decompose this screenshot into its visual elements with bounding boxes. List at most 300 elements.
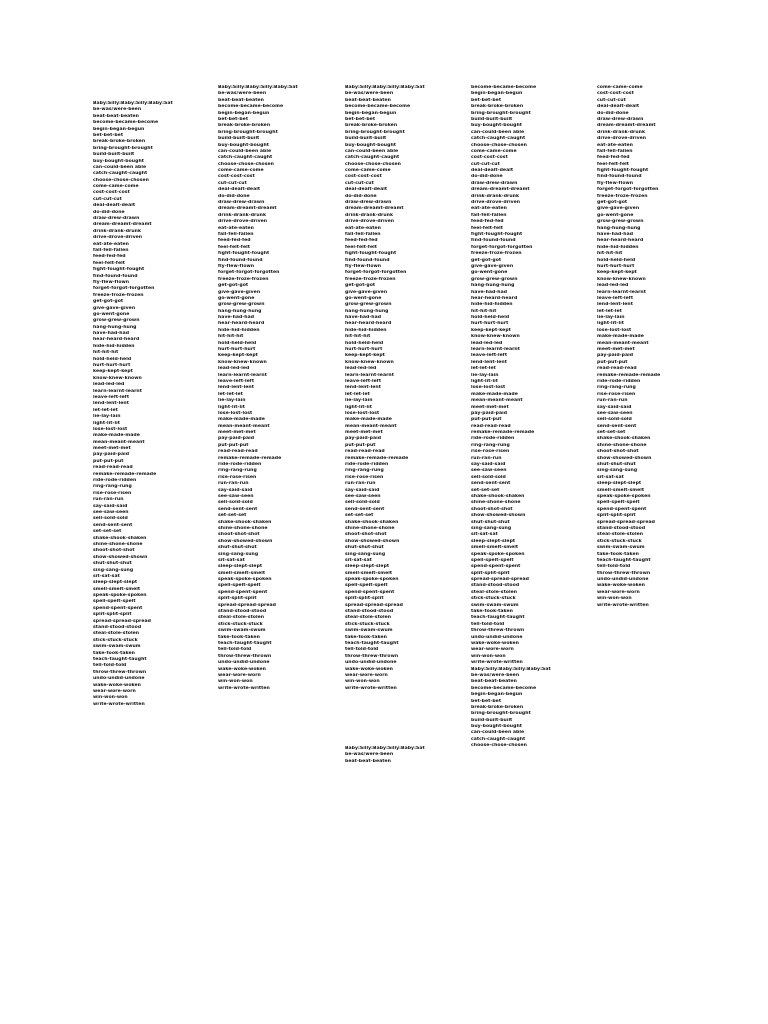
- verb-entry: fall-fell-fallen: [93, 247, 129, 253]
- verb-entry: read-read-read: [471, 423, 511, 429]
- verb-entry: leave-left-left: [93, 394, 130, 400]
- verb-entry: have-had-had: [218, 315, 255, 321]
- verb-entry: learn-learnt-learnt: [597, 289, 646, 295]
- verb-entry: forget-forgot-forgotten: [345, 270, 407, 276]
- verb-entry: remake-remade-remade: [93, 471, 157, 477]
- verb-entry: throw-threw-thrown: [471, 628, 525, 634]
- verb-entry: eat-ate-eaten: [471, 206, 507, 212]
- verb-entry: smell-smelt-smelt: [218, 570, 266, 576]
- verb-entry: shoot-shot-shot: [471, 506, 513, 512]
- verb-entry: wake-woke-woken: [93, 682, 141, 688]
- verb-entry: make-made-made: [93, 433, 140, 439]
- verb-entry: set-set-set: [93, 529, 122, 535]
- verb-entry: become-became-become: [93, 120, 159, 126]
- verb-entry: draw-drew-drawn: [471, 180, 518, 186]
- verb-entry: show-showed-shown: [345, 538, 400, 544]
- verb-entry: sing-sang-sung: [218, 551, 259, 557]
- verb-entry: draw-drew-drawn: [597, 116, 644, 122]
- verb-entry: ring-rang-rung: [218, 468, 257, 474]
- verb-entry: split-split-split: [93, 612, 132, 618]
- verb-entry: eat-ate-eaten: [345, 225, 381, 231]
- verb-entry: dream-dreamt-dreamt: [345, 206, 404, 212]
- verb-entry: give-gave-given: [93, 305, 136, 311]
- verb-entry: fall-fell-fallen: [597, 148, 633, 154]
- verb-entry: Baby:Silly:Baby:Silly:Baby:Sat: [93, 101, 173, 106]
- verb-entry: go-went-gone: [597, 212, 634, 218]
- verb-entry: rise-rose-risen: [471, 449, 510, 455]
- verb-entry: shut-shut-shut: [93, 561, 132, 567]
- verb-entry: rise-rose-risen: [345, 474, 384, 480]
- verb-entry: feed-fed-fed: [218, 238, 251, 244]
- verb-entry: meet-met-met: [471, 404, 509, 410]
- verb-entry: lose-lost-lost: [471, 385, 506, 391]
- verb-entry: dream-dreamt-dreamt: [93, 222, 152, 228]
- verb-entry: take-took-taken: [597, 551, 639, 557]
- verb-entry: remake-remade-remade: [471, 430, 535, 436]
- verb-entry: know-knew-known: [471, 334, 520, 340]
- verb-entry: split-split-split: [218, 596, 257, 602]
- verb-column-3: [345, 85, 425, 692]
- verb-entry: lie-lay-lain: [597, 315, 625, 321]
- verb-entry: grow-grew-grown: [93, 318, 140, 324]
- verb-entry: show-showed-shown: [218, 538, 273, 544]
- verb-entry: drink-drank-drunk: [345, 212, 394, 218]
- verb-entry: let-let-let: [93, 407, 118, 413]
- verb-entry: steal-stole-stolen: [93, 631, 140, 637]
- verb-entry: shine-shone-shone: [345, 525, 395, 531]
- verb-entry: bring-brought-brought: [471, 711, 531, 717]
- verb-entry: get-got-got: [93, 299, 124, 305]
- verb-entry: get-got-got: [345, 283, 376, 289]
- verb-entry: bring-brought-brought: [218, 129, 278, 135]
- verb-entry: steal-stole-stolen: [471, 589, 518, 595]
- verb-entry: go-went-gone: [218, 295, 255, 301]
- verb-entry: ring-rang-rung: [597, 385, 636, 391]
- verb-entry: break-broke-broken: [218, 123, 271, 129]
- verb-entry: win-won-won: [597, 596, 632, 602]
- verb-entry: teach-taught-taught: [345, 640, 399, 646]
- verb-entry: sleep-slept-slept: [218, 564, 263, 570]
- verb-entry: read-read-read: [93, 465, 133, 471]
- verb-entry: mean-meant-meant: [93, 439, 145, 445]
- verb-entry: feel-felt-felt: [93, 260, 125, 266]
- verb-entry: go-went-gone: [471, 270, 508, 276]
- verb-entry: lead-led-led: [93, 382, 125, 388]
- verb-entry: lead-led-led: [597, 283, 629, 289]
- verb-entry: set-set-set: [597, 430, 626, 436]
- verb-entry: fight-fought-fought: [345, 251, 397, 257]
- verb-entry: wake-woke-woken: [218, 666, 266, 672]
- verb-entry: sing-sang-sung: [345, 551, 386, 557]
- verb-entry: freeze-froze-frozen: [218, 276, 269, 282]
- verb-entry: sing-sang-sung: [597, 468, 638, 474]
- verb-entry: stick-stuck-stuck: [345, 621, 390, 627]
- verb-entry: shine-shone-shone: [218, 525, 268, 531]
- verb-entry: make-made-made: [471, 391, 518, 397]
- verb-entry: fly-flew-flown: [597, 180, 634, 186]
- verb-entry: ring-rang-rung: [345, 468, 384, 474]
- verb-entry: wake-woke-woken: [471, 640, 519, 646]
- verb-entry: throw-threw-thrown: [218, 653, 272, 659]
- verb-entry: bet-bet-bet: [471, 97, 502, 103]
- verb-entry: wear-wore-worn: [597, 589, 640, 595]
- verb-entry: lose-lost-lost: [93, 426, 128, 432]
- verb-entry: take-took-taken: [218, 634, 260, 640]
- verb-entry: hit-hit-hit: [93, 350, 119, 356]
- verb-entry: lie-lay-lain: [471, 372, 499, 378]
- verb-column-4: [471, 85, 551, 750]
- verb-entry: ride-rode-ridden: [597, 378, 641, 384]
- verb-entry: set-set-set: [218, 513, 247, 519]
- verb-entry: be-was/were-been: [345, 91, 394, 97]
- verb-entry: show-showed-shown: [471, 513, 526, 519]
- verb-entry: teach-taught-taught: [218, 640, 272, 646]
- verb-entry: bet-bet-bet: [345, 116, 376, 122]
- verb-entry: fight-fought-fought: [218, 251, 270, 257]
- verb-entry: dream-dreamt-dreamt: [597, 123, 656, 129]
- verb-entry: deal-dealt-dealt: [471, 168, 514, 174]
- verb-entry: lose-lost-lost: [218, 410, 253, 416]
- verb-entry: ride-rode-ridden: [93, 478, 137, 484]
- verb-entry: sit-sat-sat: [597, 474, 624, 480]
- verb-entry: read-read-read: [597, 366, 637, 372]
- verb-entry: have-had-had: [597, 231, 634, 237]
- verb-entry: smell-smelt-smelt: [597, 487, 645, 493]
- verb-entry: become-became-become: [471, 685, 537, 691]
- verb-entry: find-found-found: [218, 257, 263, 263]
- verb-entry: forget-forgot-forgotten: [597, 187, 659, 193]
- verb-entry: fly-flew-flown: [93, 279, 130, 285]
- verb-entry: lend-lent-lent: [597, 302, 633, 308]
- verb-entry: speak-spoke-spoken: [345, 577, 399, 583]
- verb-entry: feel-felt-felt: [597, 161, 629, 167]
- verb-entry: hide-hid-hidden: [93, 343, 135, 349]
- verb-entry: keep-kept-kept: [597, 270, 637, 276]
- verb-entry: put-put-put: [93, 458, 124, 464]
- verb-entry: get-got-got: [218, 283, 249, 289]
- verb-entry: swim-swam-swum: [93, 644, 141, 650]
- verb-entry: ride-rode-ridden: [345, 462, 389, 468]
- verb-entry: draw-drew-drawn: [345, 200, 392, 206]
- verb-entry: run-ran-run: [597, 398, 628, 404]
- verb-entry: leave-left-left: [345, 378, 382, 384]
- verb-entry: stand-stood-stood: [345, 609, 394, 615]
- verb-entry: hang-hung-hung: [345, 308, 389, 314]
- verb-entry: have-had-had: [345, 315, 382, 321]
- verb-entry: fight-fought-fought: [471, 231, 523, 237]
- verb-entry: rise-rose-risen: [218, 474, 257, 480]
- verb-entry: know-knew-known: [597, 276, 646, 282]
- verb-entry: fight-fought-fought: [597, 168, 649, 174]
- verb-entry: spread-spread-spread: [597, 519, 655, 525]
- verb-entry: undo-undid-undone: [597, 577, 649, 583]
- verb-entry: let-let-let: [218, 391, 243, 397]
- verb-entry: drive-drove-driven: [218, 219, 268, 225]
- verb-entry: undo-undid-undone: [93, 676, 145, 682]
- verb-entry: mean-meant-meant: [218, 423, 270, 429]
- verb-entry: tell-told-told: [471, 621, 505, 627]
- verb-entry: Baby:Silly:Baby:Silly:Baby:Sat: [471, 666, 551, 672]
- verb-entry: do-did-done: [597, 110, 629, 116]
- verb-entry: freeze-froze-frozen: [597, 193, 648, 199]
- verb-entry: give-gave-given: [471, 263, 514, 269]
- verb-entry: wear-wore-worn: [471, 647, 514, 653]
- verb-entry: put-put-put: [345, 442, 376, 448]
- verb-entry: drink-drank-drunk: [597, 129, 646, 135]
- verb-entry: stand-stood-stood: [471, 583, 520, 589]
- verb-entry: hurt-hurt-hurt: [471, 321, 509, 327]
- verb-entry: stick-stuck-stuck: [597, 538, 642, 544]
- verb-entry: hang-hung-hung: [597, 225, 641, 231]
- verb-entry: eat-ate-eaten: [218, 225, 254, 231]
- verb-entry: find-found-found: [93, 273, 138, 279]
- verb-entry: leave-left-left: [597, 295, 634, 301]
- verb-entry: teach-taught-taught: [597, 557, 651, 563]
- verb-entry: get-got-got: [471, 257, 502, 263]
- verb-entry: dream-dreamt-dreamt: [471, 187, 530, 193]
- verb-entry: hurt-hurt-hurt: [345, 347, 383, 353]
- verb-entry: meet-met-met: [218, 430, 256, 436]
- verb-entry: hide-hid-hidden: [345, 327, 387, 333]
- verb-entry: keep-kept-kept: [345, 353, 385, 359]
- verb-entry: build-built-built: [471, 717, 513, 723]
- verb-entry: build-built-built: [93, 152, 135, 158]
- verb-entry: stand-stood-stood: [218, 609, 267, 615]
- verb-entry: hold-held-held: [93, 356, 132, 362]
- verb-entry: shake-shook-shaken: [597, 436, 651, 442]
- verb-entry: sing-sang-sung: [93, 567, 134, 573]
- verb-entry: say-said-said: [345, 487, 380, 493]
- verb-entry: wear-wore-worn: [345, 672, 388, 678]
- verb-entry: light-lit-lit: [345, 404, 372, 410]
- verb-entry: remake-remade-remade: [597, 372, 661, 378]
- verb-entry: let-let-let: [597, 308, 622, 314]
- verb-entry: lose-lost-lost: [345, 410, 380, 416]
- verb-entry: feel-felt-felt: [471, 225, 503, 231]
- verb-entry: sleep-slept-slept: [93, 580, 138, 586]
- verb-entry: sell-sold-sold: [597, 417, 632, 423]
- verb-entry: lie-lay-lain: [345, 398, 373, 404]
- verb-entry: light-lit-lit: [597, 321, 624, 327]
- verb-entry: spend-spent-spent: [471, 564, 521, 570]
- verb-entry: speak-spoke-spoken: [597, 494, 651, 499]
- verb-entry: feed-fed-fed: [597, 155, 630, 161]
- verb-entry: sit-sat-sat: [471, 532, 498, 538]
- verb-entry: make-made-made: [345, 417, 392, 423]
- verb-entry: can-could-been able: [93, 164, 147, 170]
- verb-entry: meet-met-met: [597, 347, 635, 353]
- verb-entry: run-ran-run: [93, 497, 124, 503]
- verb-entry: see-saw-seen: [218, 494, 254, 499]
- verb-entry: hold-held-held: [345, 340, 384, 346]
- verb-entry: buy-bought-bought: [471, 724, 522, 730]
- verb-entry: have-had-had: [471, 289, 508, 295]
- verb-entry: break-broke-broken: [471, 704, 524, 710]
- verb-entry: sleep-slept-slept: [597, 481, 642, 487]
- verb-entry: say-said-said: [218, 487, 253, 493]
- verb-entry: send-sent-sent: [218, 506, 258, 512]
- verb-entry: choose-chose-chosen: [345, 161, 401, 167]
- verb-entry: send-sent-sent: [345, 506, 385, 512]
- verb-entry: lie-lay-lain: [218, 398, 246, 404]
- verb-entry: put-put-put: [218, 442, 249, 448]
- verb-entry: lend-lent-lent: [345, 385, 381, 391]
- verb-entry: grow-grew-grown: [471, 276, 518, 282]
- verb-entry: rise-rose-risen: [93, 490, 132, 496]
- verb-entry: break-broke-broken: [471, 104, 524, 110]
- verb-entry: send-sent-sent: [93, 522, 133, 528]
- verb-entry: feed-fed-fed: [471, 219, 504, 225]
- verb-entry: show-showed-shown: [93, 554, 148, 560]
- verb-entry: forget-forgot-forgotten: [471, 244, 533, 250]
- verb-entry: read-read-read: [218, 449, 258, 455]
- verb-entry: shut-shut-shut: [471, 519, 510, 525]
- verb-entry: hold-held-held: [218, 340, 257, 346]
- verb-entry: speak-spoke-spoken: [218, 577, 272, 583]
- verb-entry: buy-bought-bought: [218, 142, 269, 148]
- verb-entry: sing-sang-sung: [471, 525, 512, 531]
- verb-entry: win-won-won: [93, 695, 128, 701]
- verb-entry: teach-taught-taught: [93, 656, 147, 662]
- verb-entry: cost-cost-cost: [345, 174, 382, 180]
- verb-entry: know-knew-known: [345, 359, 394, 365]
- verb-entry: see-saw-seen: [597, 410, 633, 416]
- verb-entry: spend-spent-spent: [597, 506, 647, 512]
- verb-entry: hear-heard-heard: [471, 295, 518, 301]
- verb-entry: hear-heard-heard: [218, 321, 265, 327]
- verb-entry: shut-shut-shut: [345, 545, 384, 551]
- verb-entry: find-found-found: [597, 174, 642, 180]
- verb-entry: spread-spread-spread: [93, 618, 151, 624]
- verb-entry: lose-lost-lost: [597, 327, 632, 333]
- verb-entry: feed-fed-fed: [93, 254, 126, 260]
- verb-entry: can-could-been able: [218, 148, 272, 154]
- verb-entry: sit-sat-sat: [218, 557, 245, 563]
- verb-entry: drink-drank-drunk: [471, 193, 520, 199]
- verb-entry: find-found-found: [345, 257, 390, 263]
- verb-entry: have-had-had: [93, 331, 130, 337]
- verb-entry: learn-learnt-learnt: [345, 372, 394, 378]
- verb-entry: be-was/were-been: [471, 672, 520, 678]
- verb-entry: steal-stole-stolen: [597, 532, 644, 538]
- verb-entry: take-took-taken: [93, 650, 135, 656]
- verb-entry: make-made-made: [597, 334, 644, 340]
- verb-entry: catch-caught-caught: [471, 736, 526, 742]
- verb-entry: take-took-taken: [471, 609, 513, 615]
- verb-entry: beat-beat-beaten: [218, 97, 264, 103]
- verb-entry: hold-held-held: [597, 257, 636, 263]
- verb-entry: throw-threw-thrown: [345, 653, 399, 659]
- verb-entry: win-won-won: [218, 679, 253, 685]
- verb-entry: undo-undid-undone: [345, 660, 397, 666]
- verb-entry: fly-flew-flown: [218, 263, 255, 269]
- verb-entry: spell-spelt-spelt: [218, 583, 261, 589]
- verb-entry: grow-grew-grown: [345, 302, 392, 308]
- verb-column-2: [218, 85, 298, 692]
- verb-entry: learn-learnt-learnt: [218, 372, 267, 378]
- verb-entry: rise-rose-risen: [597, 391, 636, 397]
- verb-entry: spend-spent-spent: [345, 589, 395, 595]
- verb-entry: throw-threw-thrown: [93, 669, 147, 675]
- verb-entry: break-broke-broken: [93, 139, 146, 145]
- verb-entry: hang-hung-hung: [218, 308, 262, 314]
- verb-entry: keep-kept-kept: [471, 327, 511, 333]
- verb-entry: do-did-done: [218, 193, 250, 199]
- verb-entry: drive-drove-driven: [597, 136, 647, 142]
- verb-entry: let-let-let: [345, 391, 370, 397]
- verb-entry: hang-hung-hung: [93, 324, 137, 330]
- verb-entry: break-broke-broken: [345, 123, 398, 129]
- verb-entry: write-wrote-written: [345, 685, 397, 691]
- verb-entry: see-saw-seen: [471, 468, 507, 474]
- verb-entry: pay-paid-paid: [345, 436, 382, 442]
- verb-entry: deal-dealt-dealt: [93, 203, 136, 209]
- verb-entry: eat-ate-eaten: [597, 142, 633, 148]
- verb-entry: eat-ate-eaten: [93, 241, 129, 247]
- verb-entry: hurt-hurt-hurt: [218, 347, 256, 353]
- verb-entry: feel-felt-felt: [218, 244, 250, 250]
- verb-entry: stick-stuck-stuck: [471, 596, 516, 602]
- verb-entry: feel-felt-felt: [345, 244, 377, 250]
- verb-entry: hold-held-held: [471, 315, 510, 321]
- verb-entry: sell-sold-sold: [218, 500, 253, 506]
- verb-entry: cut-cut-cut: [345, 180, 374, 186]
- verb-entry: catch-caught-caught: [471, 136, 526, 142]
- verb-entry: write-wrote-written: [93, 701, 145, 707]
- verb-entry: draw-drew-drawn: [218, 200, 265, 206]
- verb-entry: pay-paid-paid: [218, 436, 255, 442]
- verb-entry: buy-bought-bought: [93, 158, 144, 164]
- verb-entry: begin-began-begun: [471, 692, 523, 698]
- verb-entry: shine-shone-shone: [93, 541, 143, 547]
- verb-entry: shake-shook-shaken: [471, 494, 525, 499]
- verb-entry: light-lit-lit: [93, 420, 120, 426]
- verb-entry: shine-shone-shone: [597, 442, 647, 448]
- verb-entry: drink-drank-drunk: [93, 228, 142, 234]
- verb-entry: ring-rang-rung: [93, 484, 132, 490]
- verb-entry: write-wrote-written: [471, 660, 523, 666]
- verb-entry: build-built-built: [345, 136, 387, 142]
- verb-entry: shake-shook-shaken: [93, 535, 147, 541]
- verb-entry: shoot-shot-shot: [93, 548, 135, 554]
- verb-entry: bet-bet-bet: [93, 132, 124, 138]
- verb-entry: run-ran-run: [218, 481, 249, 487]
- verb-entry: smell-smelt-smelt: [471, 545, 519, 551]
- verb-entry: bring-brought-brought: [345, 129, 405, 135]
- verb-entry: begin-began-begun: [345, 110, 397, 116]
- verb-entry: spread-spread-spread: [345, 602, 403, 608]
- verb-entry: hit-hit-hit: [597, 251, 623, 257]
- verb-entry: sit-sat-sat: [93, 573, 120, 579]
- verb-entry: spread-spread-spread: [471, 577, 529, 583]
- verb-entry: shake-shook-shaken: [218, 519, 272, 525]
- verb-entry: say-said-said: [597, 404, 632, 410]
- verb-entry: give-gave-given: [597, 206, 640, 212]
- verb-entry: know-knew-known: [93, 375, 142, 381]
- verb-entry: make-made-made: [218, 417, 265, 423]
- verb-entry: shut-shut-shut: [218, 545, 257, 551]
- verb-entry: dream-dreamt-dreamt: [218, 206, 277, 212]
- verb-entry: catch-caught-caught: [93, 171, 148, 177]
- verb-entry: spell-spelt-spelt: [93, 599, 136, 605]
- verb-entry: sleep-slept-slept: [345, 564, 390, 570]
- verb-entry: pay-paid-paid: [471, 410, 508, 416]
- verb-entry: drive-drove-driven: [471, 200, 521, 206]
- verb-entry: undo-undid-undone: [471, 634, 523, 640]
- verb-entry: write-wrote-written: [218, 685, 270, 691]
- verb-entry: do-did-done: [471, 174, 503, 180]
- verb-entry: leave-left-left: [218, 378, 255, 384]
